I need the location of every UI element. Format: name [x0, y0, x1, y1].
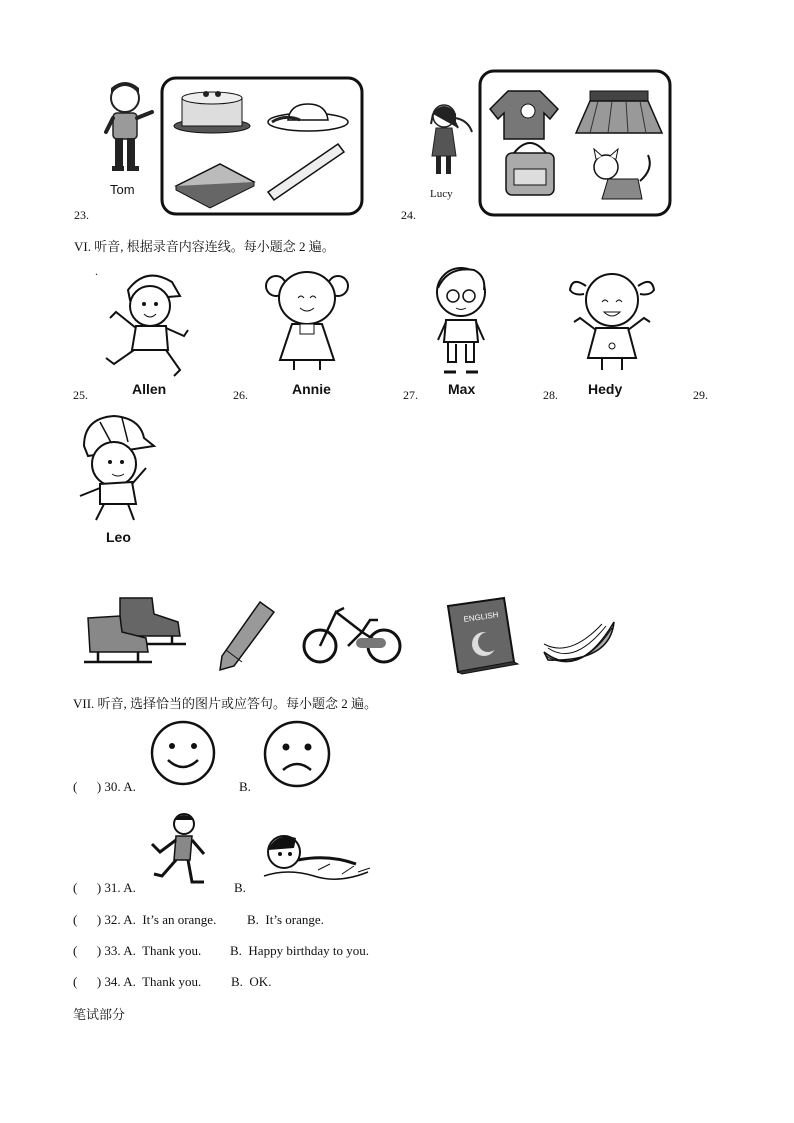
annie-figure [262, 264, 352, 372]
english-book-icon [440, 596, 522, 676]
book-label: ENGLISH [463, 610, 500, 624]
q31-option-b: B. [234, 880, 246, 895]
name-max: Max [448, 381, 476, 397]
q32-option-b: B. It’s orange. [247, 912, 324, 927]
allen-figure [102, 266, 194, 378]
crayon-icon [214, 598, 278, 672]
hedy-figure [566, 266, 658, 376]
question-number-26: 26. [233, 388, 248, 402]
question-number-25: 25. [73, 388, 88, 402]
q30-prefix: ( ) 30. A. [73, 779, 136, 794]
tom-items-box [160, 76, 364, 216]
section-vii-heading: VII. 听音, 选择恰当的图片或应答句。每小题念 2 遍。 [73, 696, 378, 711]
question-number-24: 24. [401, 208, 416, 222]
sad-face-icon[interactable] [263, 720, 331, 788]
bananas-icon [540, 616, 620, 682]
bicycle-icon [300, 598, 406, 668]
q33-option-b: B. Happy birthday to you. [230, 943, 370, 958]
stray-dot: . [95, 264, 98, 278]
name-tom: Tom [110, 182, 135, 197]
max-figure [428, 262, 494, 376]
swimming-girl-icon[interactable] [258, 830, 374, 886]
question-number-28: 28. [543, 388, 558, 402]
name-allen: Allen [132, 381, 167, 397]
boy-tom-figure [98, 80, 158, 175]
name-leo: Leo [106, 529, 131, 545]
name-hedy: Hedy [588, 381, 623, 397]
girl-lucy-figure [424, 102, 479, 182]
q31-prefix: ( ) 31. A. [73, 880, 136, 895]
question-number-27: 27. [403, 388, 418, 402]
q34-option-b: B. OK. [231, 974, 272, 989]
happy-face-icon[interactable] [150, 720, 216, 786]
running-man-icon[interactable] [148, 810, 212, 890]
section-vi-heading: VI. 听音, 根据录音内容连线。每小题念 2 遍。 [74, 239, 335, 254]
name-lucy: Lucy [430, 188, 453, 200]
q30-option-b: B. [239, 779, 251, 794]
name-annie: Annie [292, 381, 331, 397]
q32-option-a: ( ) 32. A. It’s an orange. [73, 912, 217, 927]
leo-figure [70, 412, 160, 524]
question-number-29: 29. [693, 388, 708, 402]
lucy-items-box [478, 69, 672, 217]
cake-icon [174, 91, 250, 133]
q34-option-a: ( ) 34. A. Thank you. [73, 974, 202, 989]
written-part-heading: 笔试部分 [73, 1007, 126, 1022]
q33-option-a: ( ) 33. A. Thank you. [73, 943, 202, 958]
question-number-23: 23. [74, 208, 89, 222]
skates-icon [80, 594, 190, 666]
